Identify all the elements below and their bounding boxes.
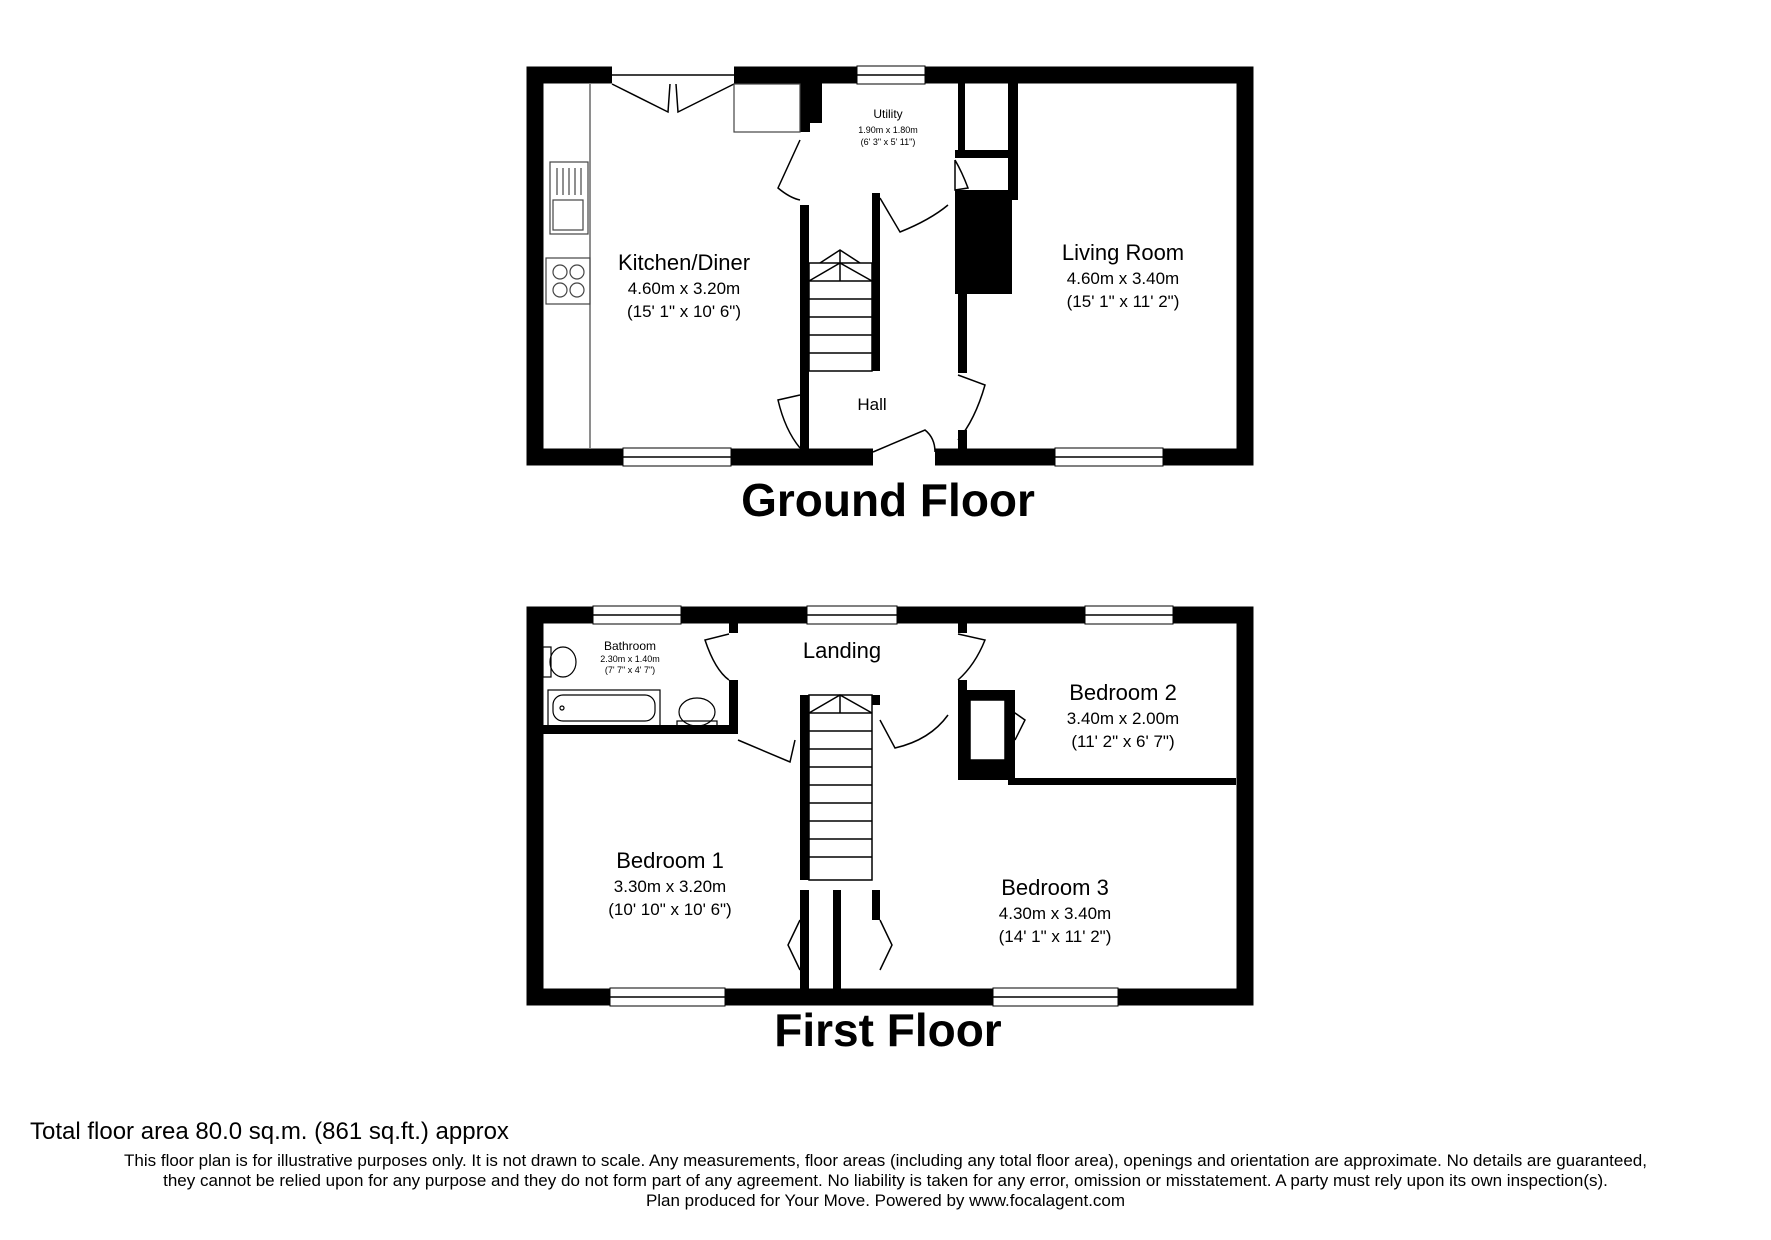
bedroom-1-dim-ft: (10' 10" x 10' 6"): [608, 900, 732, 919]
bedroom-3-dim-m: 4.30m x 3.40m: [998, 904, 1112, 923]
first-floor-title: First Floor: [774, 1004, 1002, 1056]
first-doors: [705, 634, 1025, 970]
bedroom-1-name: Bedroom 1: [616, 848, 724, 873]
bedroom-3-name: Bedroom 3: [1001, 875, 1109, 900]
ground-floor-title: Ground Floor: [741, 474, 1035, 526]
bathroom-name: Bathroom: [603, 639, 657, 653]
first-stairs: [800, 695, 880, 880]
landing-name: Landing: [802, 638, 882, 663]
total-floor-area: Total floor area 80.0 sq.m. (861 sq.ft.) approx: [30, 1118, 509, 1145]
bedroom-2-name: Bedroom 2: [1069, 680, 1177, 705]
ground-stairs: [809, 250, 872, 371]
living-room-dim-m: 4.60m x 3.40m: [1066, 269, 1180, 288]
hall-name: Hall: [857, 395, 887, 414]
utility-name: Utility: [873, 107, 903, 121]
kitchen-dim-m: 4.60m x 3.20m: [627, 279, 741, 298]
kitchen-name: Kitchen/Diner: [617, 250, 751, 275]
bathroom-dim-ft: (7' 7" x 4' 7"): [604, 665, 656, 675]
utility-dim-m: 1.90m x 1.80m: [858, 125, 918, 135]
disclaimer-line-1: This floor plan is for illustrative purposes only. It is not drawn to scale. Any measurements, floor areas (including any total floor area), openings and orientation are approximate. No details are guaranteed,: [124, 1151, 1647, 1170]
utility-dim-ft: (6' 3" x 5' 11"): [860, 137, 916, 147]
ground-floor-plan: [535, 66, 1245, 526]
living-room-dim-ft: (15' 1" x 11' 2"): [1066, 292, 1180, 311]
bathroom-dim-m: 2.30m x 1.40m: [600, 654, 660, 664]
bedroom-2-dim-m: 3.40m x 2.00m: [1066, 709, 1180, 728]
bedroom-2-dim-ft: (11' 2" x 6' 7"): [1071, 732, 1175, 751]
kitchen-french-doors: [612, 84, 734, 112]
credit-line: Plan produced for Your Move. Powered by www.focalagent.com: [645, 1191, 1126, 1210]
bedroom-3-dim-ft: (14' 1" x 11' 2"): [998, 927, 1112, 946]
disclaimer: [20, 1151, 1751, 1211]
living-room-name: Living Room: [1061, 240, 1185, 265]
first-internal-walls: [543, 623, 1236, 990]
kitchen-dim-ft: (15' 1" x 10' 6"): [626, 302, 742, 321]
first-window: [593, 606, 1173, 1006]
bedroom-1-dim-m: 3.30m x 3.20m: [613, 877, 727, 896]
first-floor-plan: [535, 606, 1245, 1056]
disclaimer-line-2: they cannot be relied upon for any purpose and they do not form part of any agreement. No liability is taken for any error, omission or misstatement. A party must rely upon its own inspection(s).: [163, 1171, 1608, 1190]
